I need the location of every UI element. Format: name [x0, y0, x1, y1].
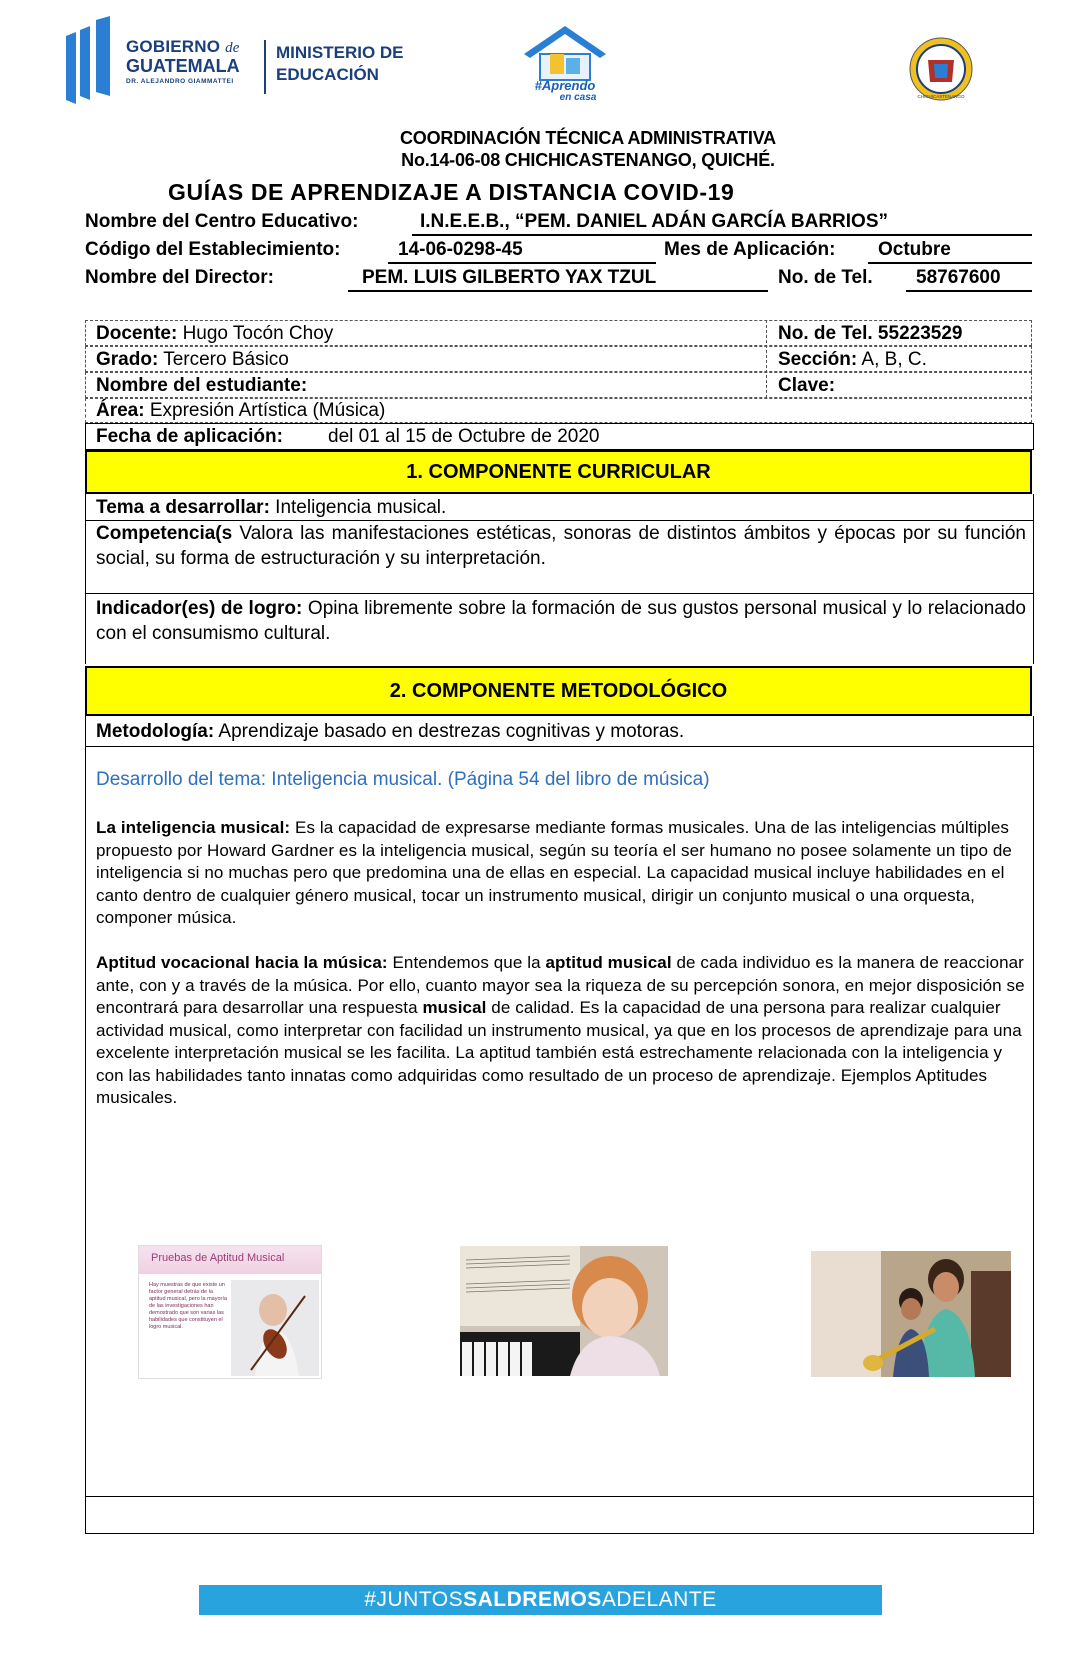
table-column-divider [766, 320, 767, 398]
curricular-component-heading: 1. COMPONENTE CURRICULAR [85, 450, 1032, 494]
children-trumpet-photo [811, 1251, 1011, 1377]
logo-divider [264, 40, 266, 94]
topic-cell: Tema a desarrollar: Inteligencia musical. [96, 497, 447, 518]
aprendo-label: #Aprendo [534, 78, 596, 93]
indicator-cell: Indicador(es) de logro: Opina libremente sobre la formación de sus gustos personal musical y lo relacionado con el consumismo cultural. [96, 598, 1026, 644]
en-casa-label: en casa [559, 92, 597, 103]
musical-intelligence-paragraph: La inteligencia musical: Es la capacidad de expresarse mediante formas musicales. Una de las inteligencias múltiples propuesto por Howard Gardner es la inteligencia musical, según su teoría el ser humano no posee solamente un tipo de inteligencia si no muchas pero que predomina una de ellas en especial. La capacidad musical incluye habilidades en el canto dentro de cualquier género musical, tocar un instrumento musical, dirigir un conjunto musical o una orquesta, componer música. [96, 818, 1012, 927]
date-label: Fecha de aplicación: [96, 426, 283, 447]
director-value: PEM. LUIS GILBERTO YAX TZUL [348, 266, 768, 292]
date-value: del 01 al 15 de Octubre de 2020 [328, 426, 600, 447]
key-cell: Clave: [778, 375, 836, 396]
slide-title: Pruebas de Aptitud Musical [139, 1246, 321, 1274]
month-value: Octubre [868, 238, 1032, 264]
gobierno-label: GOBIERNO de [126, 37, 240, 56]
center-label: Nombre del Centro Educativo: [85, 211, 359, 232]
area-cell: Área: Expresión Artística (Música) [96, 400, 386, 421]
aptitude-slide-image [138, 1245, 322, 1379]
row-divider [85, 746, 1034, 747]
grade-cell: Grado: Tercero Básico [96, 349, 289, 370]
methodology-cell: Metodología: Aprendizaje basado en destrezas cognitivas y motoras. [96, 721, 685, 742]
phone-value: 58767600 [906, 266, 1032, 292]
code-value: 14-06-0298-45 [388, 238, 656, 264]
juntos-saldremos-adelante-banner: #JUNTOSSALDREMOSADELANTE [199, 1585, 882, 1615]
guide-title: GUÍAS DE APRENDIZAJE A DISTANCIA COVID-19 [168, 179, 735, 205]
phone-label: No. de Tel. [778, 267, 873, 288]
code-label: Código del Establecimiento: [85, 239, 341, 260]
section-cell: Sección: A, B, C. [778, 349, 927, 370]
director-label: Nombre del Director: [85, 267, 274, 288]
slide-text: Hay muestras de que existe un factor general detrás de la aptitud musical, pero la mayoría de las investigaciones han demostrado que son varias las habilidades que constituyen el logro musical. [149, 1282, 227, 1330]
competence-cell: Competencia(s Valora las manifestaciones estéticas, sonoras de distintos ámbitos y épocas por su función social, su forma de estructuración y su interpretación. [96, 523, 1026, 569]
guatemala-label: GUATEMALA [126, 56, 240, 76]
month-label: Mes de Aplicación: [664, 239, 836, 260]
center-value: I.N.E.E.B., “PEM. DANIEL ADÁN GARCÍA BARRIOS” [412, 210, 1032, 236]
row-divider [85, 593, 1034, 594]
coordination-title: COORDINACIÓN TÉCNICA ADMINISTRATIVA [400, 128, 776, 148]
ministry-logo-text: MINISTERIO DE EDUCACIÓN [276, 43, 404, 84]
development-title: Desarrollo del tema: Inteligencia musical. (Página 54 del libro de música) [96, 769, 710, 790]
teacher-phone-cell: No. de Tel. 55223529 [778, 323, 963, 344]
student-name-cell: Nombre del estudiante: [96, 375, 308, 396]
aprendo-en-casa-logo [520, 24, 610, 104]
president-label: DR. ALEJANDRO GIAMMATTEI [126, 78, 234, 85]
teacher-cell: Docente: Hugo Tocón Choy [96, 323, 334, 344]
crest-label: CHICHICASTENANGO [917, 94, 965, 99]
violinist-photo-icon [231, 1280, 319, 1376]
methodological-component-heading: 2. COMPONENTE METODOLÓGICO [85, 666, 1032, 716]
row-divider [85, 1496, 1034, 1497]
coordination-number: No.14-06-08 CHICHICASTENANGO, QUICHÉ. [401, 150, 775, 170]
aptitude-paragraph: Aptitud vocacional hacia la música: Entendemos que la aptitud musical de cada individuo es la manera de reaccionar ante, con y a través de la música. Por ello, cuanto mayor sea la riqueza de su percepción sonora, en mejor disposición se encontrará para desarrollar una respuesta musical de calidad. Es la capacidad de una persona para realizar cualquier actividad musical, como interpretar con facilidad un instrumento musical, ya que en los procesos de aprendizaje para una excelente interpretación musical se les facilita. La aptitud también está estrechamente relacionada con la inteligencia y con las habilidades tanto innatas como adquiridas como resultado de un proceso de aprendizaje. Ejemplos Aptitudes musicales. [96, 953, 1025, 1107]
guatemala-flag-bars-icon [66, 16, 114, 104]
child-piano-photo [460, 1246, 668, 1376]
chichicastenango-crest-icon [908, 34, 974, 104]
